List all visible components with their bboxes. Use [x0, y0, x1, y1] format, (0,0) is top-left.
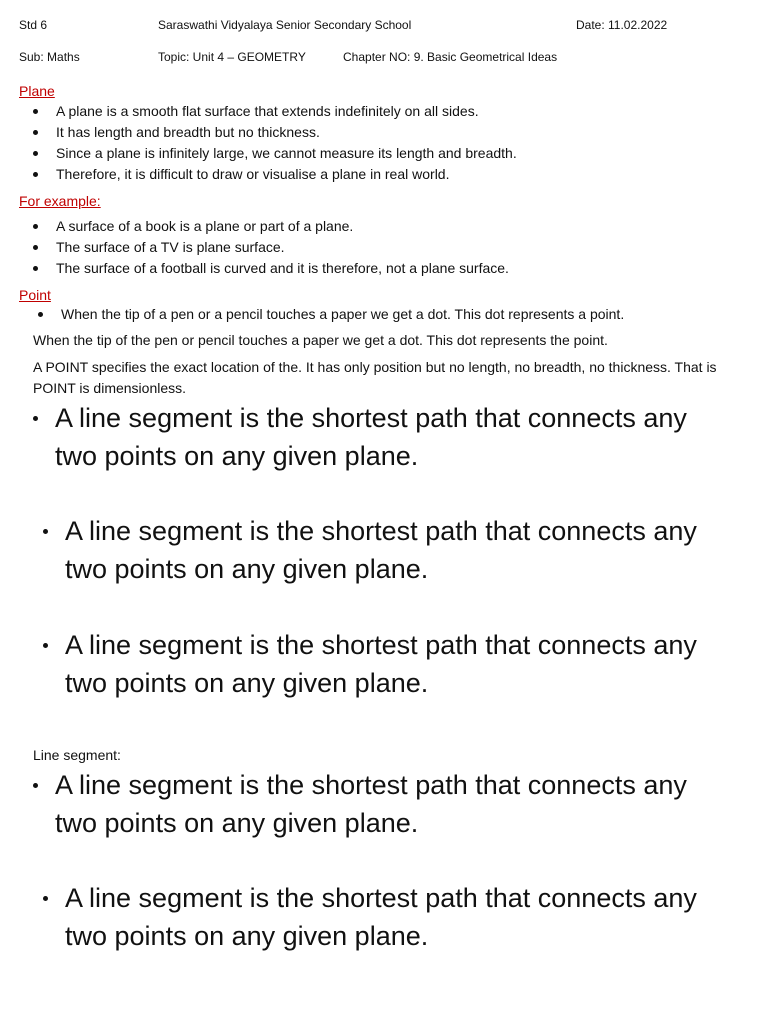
segment-bullet: A line segment is the shortest path that connects any two points on any given plane. [43, 626, 763, 740]
segment-bullet: A line segment is the shortest path that connects any two points on any given plane. [33, 399, 753, 513]
list-item: The surface of a TV is plane surface. [0, 238, 768, 259]
bullet-dot [33, 245, 38, 250]
header-date: Date: 11.02.2022 [576, 18, 668, 32]
example-heading: For example: [19, 193, 101, 209]
example-list [0, 217, 768, 280]
bullet-dot [33, 416, 38, 421]
point-paragraph-2: A POINT specifies the exact location of the. It has only position but no length, no breadth, no thickness. That is POINT is dimensionless. [33, 359, 717, 396]
list-item: A plane is a smooth flat surface that extends indefinitely on all sides. [0, 102, 768, 123]
header-topic: Topic: Unit 4 – GEOMETRY [158, 50, 306, 64]
list-item: It has length and breadth but no thickness. [0, 123, 768, 144]
plane-heading: Plane [19, 83, 55, 99]
list-item: Since a plane is infinitely large, we cannot measure its length and breadth. [0, 144, 768, 165]
bullet-dot [43, 643, 48, 648]
segment-bullet: A line segment is the shortest path that connects any two points on any given plane. [43, 879, 763, 993]
plane-list [0, 102, 768, 186]
bullet-dot [33, 151, 38, 156]
header-chapter: Chapter NO: 9. Basic Geometrical Ideas [343, 50, 558, 64]
header-school: Saraswathi Vidyalaya Senior Secondary School [158, 18, 412, 32]
bullet-dot [33, 172, 38, 177]
bullet-dot [33, 130, 38, 135]
bullet-dot [33, 109, 38, 114]
list-item: Therefore, it is difficult to draw or visualise a plane in real world. [0, 165, 768, 186]
segment-bullet: A line segment is the shortest path that connects any two points on any given plane. [43, 512, 763, 626]
bullet-dot [43, 896, 48, 901]
bullet-dot [43, 529, 48, 534]
list-item: When the tip of a pen or a pencil touches a paper we get a dot. This dot represents a point. [0, 305, 768, 326]
list-item: The surface of a football is curved and it is therefore, not a plane surface. [0, 259, 768, 280]
bullet-dot [33, 266, 38, 271]
segment-bullet: A line segment is the shortest path that connects any two points on any given plane. [33, 766, 753, 880]
point-list [0, 305, 768, 326]
bullet-dot [33, 224, 38, 229]
point-paragraph-1: When the tip of the pen or pencil touches a paper we get a dot. This dot represents the point. [33, 332, 608, 348]
bullet-dot [38, 312, 43, 317]
header-std: Std 6 [19, 18, 48, 32]
bullet-dot [33, 783, 38, 788]
list-item: A surface of a book is a plane or part of a plane. [0, 217, 768, 238]
header-subject: Sub: Maths [19, 50, 80, 64]
point-heading: Point [19, 287, 51, 303]
line-segment-label: Line segment: [33, 747, 121, 763]
